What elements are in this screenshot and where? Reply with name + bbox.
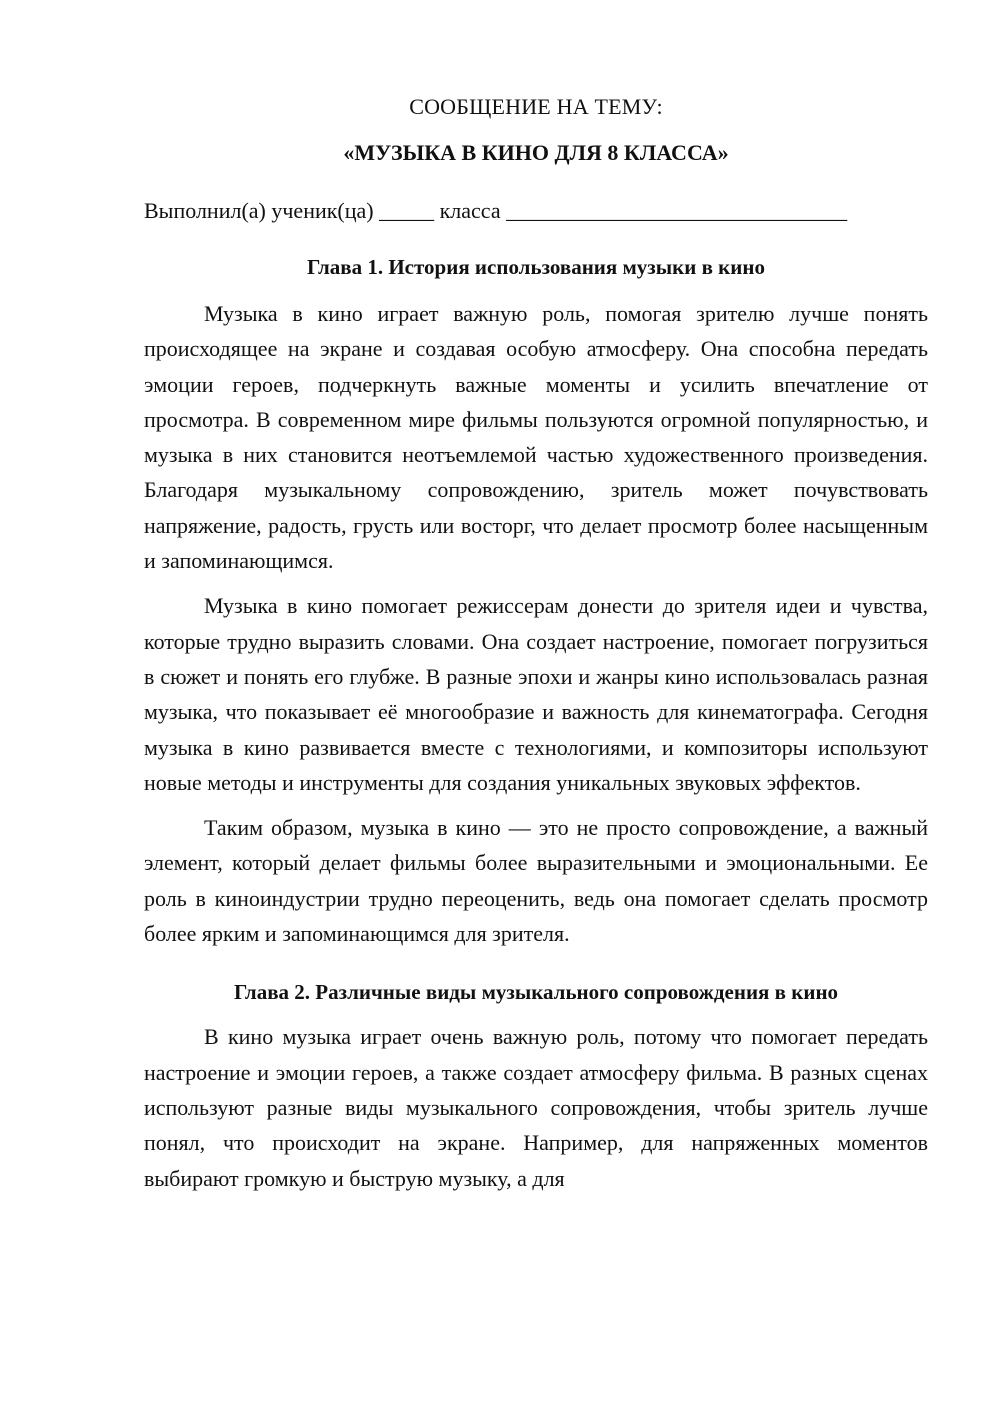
document-content	[144, 92, 928, 1196]
chapter-1-paragraph-1: Музыка в кино играет важную роль, помогая зрителю лучше понять происходящее на экране и создавая особую атмосферу. Она способна передать эмоции героев, подчеркнуть важные моменты и усилить впечатление от просмотра. В современном мире фильмы пользуются огромной популярностью, и музыка в них становится неотъемлемой частью художественного произведения. Благодаря музыкальному сопровождению, зритель может почувствовать напряжение, радость, грусть или восторг, что делает просмотр более насыщенным и запоминающимся.	[144, 301, 928, 574]
chapter-1-heading: Глава 1. История использования музыки в кино	[306, 255, 765, 279]
document-subtitle: «МУЗЫКА В КИНО ДЛЯ 8 КЛАССА»	[343, 140, 729, 165]
author-line: Выполнил(а) ученик(ца) _____ класса _______________________________	[144, 198, 848, 223]
chapter-2-paragraph-1: В кино музыка играет очень важную роль, потому что помогает передать настроение и эмоции героев, а также создает атмосферу фильма. В разных сценах используют разные виды музыкального сопровождения, чтобы зритель лучше понял, что происходит на экране. Например, для напряженных моментов выбирают громкую и быструю музыку, а для	[144, 1024, 928, 1191]
chapter-1-paragraph-3: Таким образом, музыка в кино — это не просто сопровождение, а важный элемент, который делает фильмы более выразительными и эмоциональными. Ее роль в киноиндустрии трудно переоценить, ведь она помогает сделать просмотр более ярким и запоминающимся для зрителя.	[144, 815, 928, 947]
document-title: СООБЩЕНИЕ НА ТЕМУ:	[409, 94, 663, 119]
chapter-1-paragraph-2: Музыка в кино помогает режиссерам донести до зрителя идеи и чувства, которые трудно выразить словами. Она создает настроение, помогает погрузиться в сюжет и понять его глубже. В разные эпохи и жанры кино использовалась разная музыка, что показывает её многообразие и важность для кинематографа. Сегодня музыка в кино развивается вместе с технологиями, и композиторы используют новые методы и инструменты для создания уникальных звуковых эффектов.	[144, 593, 928, 795]
chapter-2-heading: Глава 2. Различные виды музыкального сопровождения в кино	[233, 980, 839, 1005]
